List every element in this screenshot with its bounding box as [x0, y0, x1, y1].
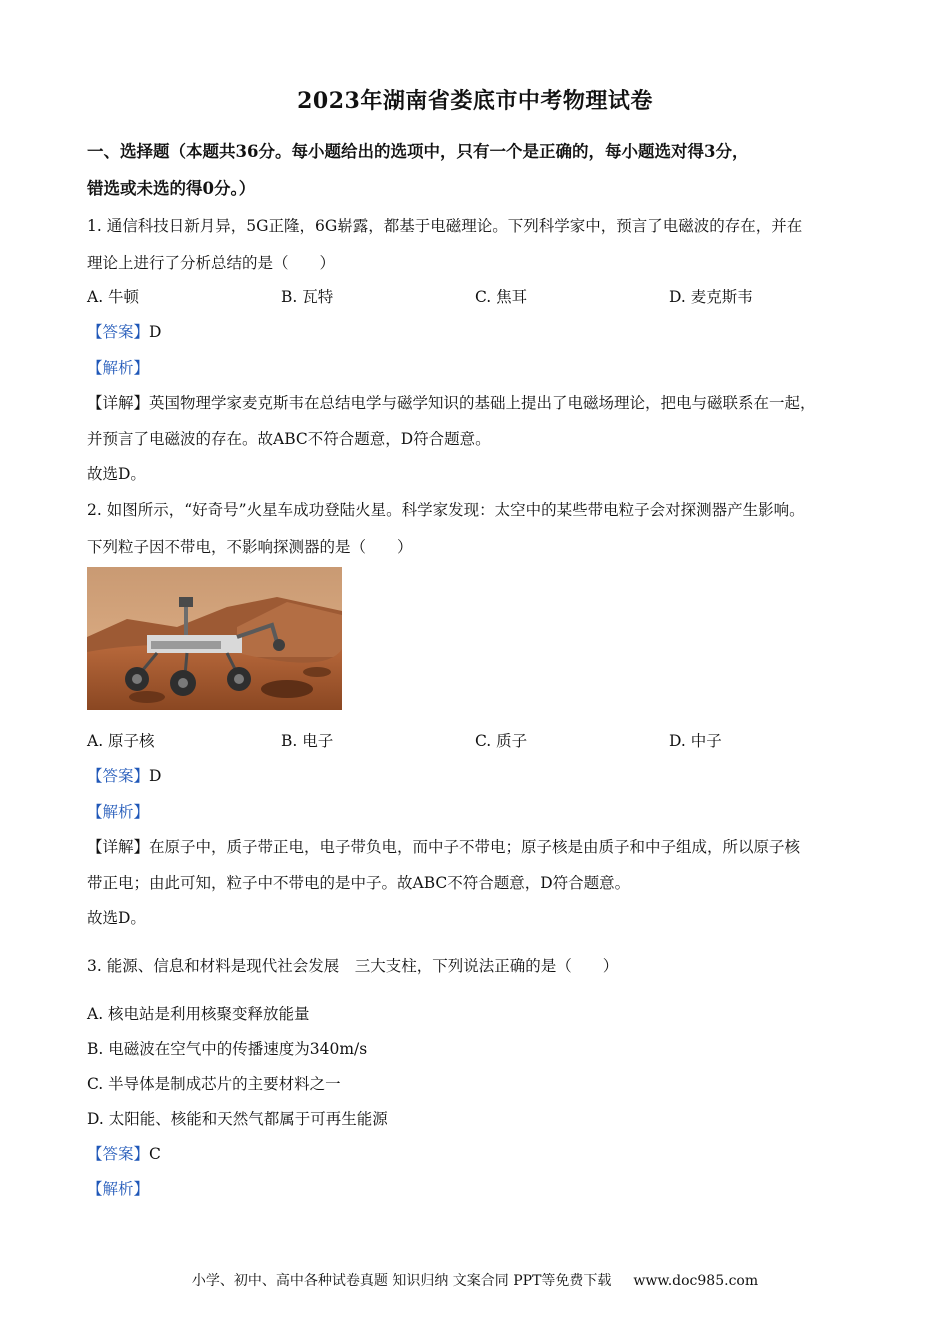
detail-text: 在原子中，质子带正电，电子带负电，而中子不带电；原子核是由质子和中子组成，所以原子核 [149, 838, 801, 856]
footer-text: 小学、初中、高中各种试卷真题 知识归纳 文案合同 PPT等免费下载 [191, 1273, 612, 1289]
section-heading-line2: 错选或未选的得0分。） [87, 179, 256, 198]
q2-analysis [87, 802, 149, 822]
answer-value: C [149, 1145, 161, 1163]
section-heading-line1: 一、选择题（本题共36分。每小题给出的选项中，只有一个是正确的，每小题选对得3分， [87, 142, 749, 161]
q1-option-a: A. 牛顿 [87, 288, 140, 306]
q2-option-d: D. 中子 [669, 732, 722, 750]
q3-option-c: C. 半导体是制成芯片的主要材料之一 [87, 1075, 341, 1093]
q2-conclusion: 故选D。 [87, 909, 146, 927]
q1-conclusion: 故选D。 [87, 465, 146, 483]
q3-option-b: B. 电磁波在空气中的传播速度为340m/s [87, 1040, 368, 1058]
q2-option-b: B. 电子 [281, 732, 334, 750]
q2-stem-line1: 2. 如图所示，“好奇号”火星车成功登陆火星。科学家发现：太空中的某些带电粒子会对探测器产生影响。 [87, 501, 805, 519]
analysis-tag: 【解析】 [87, 803, 150, 821]
page-title: 2023年湖南省娄底市中考物理试卷 [297, 88, 653, 114]
q1-detail-line2: 并预言了电磁波的存在。故ABC不符合题意，D符合题意。 [87, 430, 491, 448]
q3-analysis [87, 1179, 149, 1199]
q1-answer [87, 322, 161, 342]
mars-rover-photo [87, 567, 342, 710]
q3-stem: 3. 能源、信息和材料是现代社会发展 三大支柱，下列说法正确的是（ ） [87, 957, 619, 975]
analysis-tag: 【解析】 [87, 359, 150, 377]
q2-detail-line2: 带正电；由此可知，粒子中不带电的是中子。故ABC不符合题意，D符合题意。 [87, 874, 631, 892]
q1-option-d: D. 麦克斯韦 [669, 288, 753, 306]
q1-detail-line1 [87, 393, 816, 413]
answer-tag: 【答案】 [87, 767, 150, 785]
answer-value: D [149, 323, 162, 341]
detail-tag: 【详解】 [87, 838, 150, 856]
detail-tag: 【详解】 [87, 394, 150, 412]
q1-stem-line1: 1. 通信科技日新月异，5G正隆，6G崭露，都基于电磁理论。下列科学家中，预言了电磁波的存在，并在 [87, 217, 803, 235]
q1-option-b: B. 瓦特 [281, 288, 334, 306]
q2-stem-line2: 下列粒子因不带电，不影响探测器的是（ ） [87, 538, 413, 556]
q2-detail-line1 [87, 837, 800, 857]
q3-answer [87, 1144, 161, 1164]
q2-option-c: C. 质子 [475, 732, 528, 750]
page-footer [0, 1270, 950, 1290]
q2-answer [87, 766, 161, 786]
q3-option-d: D. 太阳能、核能和天然气都属于可再生能源 [87, 1110, 388, 1128]
detail-text: 英国物理学家麦克斯韦在总结电学与磁学知识的基础上提出了电磁场理论，把电与磁联系在一起， [149, 394, 816, 412]
q2-option-a: A. 原子核 [87, 732, 155, 750]
q3-option-a: A. 核电站是利用核聚变释放能量 [87, 1005, 310, 1023]
answer-tag: 【答案】 [87, 323, 150, 341]
q1-analysis [87, 358, 149, 378]
analysis-tag: 【解析】 [87, 1180, 150, 1198]
answer-tag: 【答案】 [87, 1145, 150, 1163]
answer-value: D [149, 767, 162, 785]
q1-option-c: C. 焦耳 [475, 288, 528, 306]
q1-stem-line2: 理论上进行了分析总结的是（ ） [87, 254, 336, 272]
footer-site-link[interactable]: www.doc985.com [633, 1273, 759, 1289]
